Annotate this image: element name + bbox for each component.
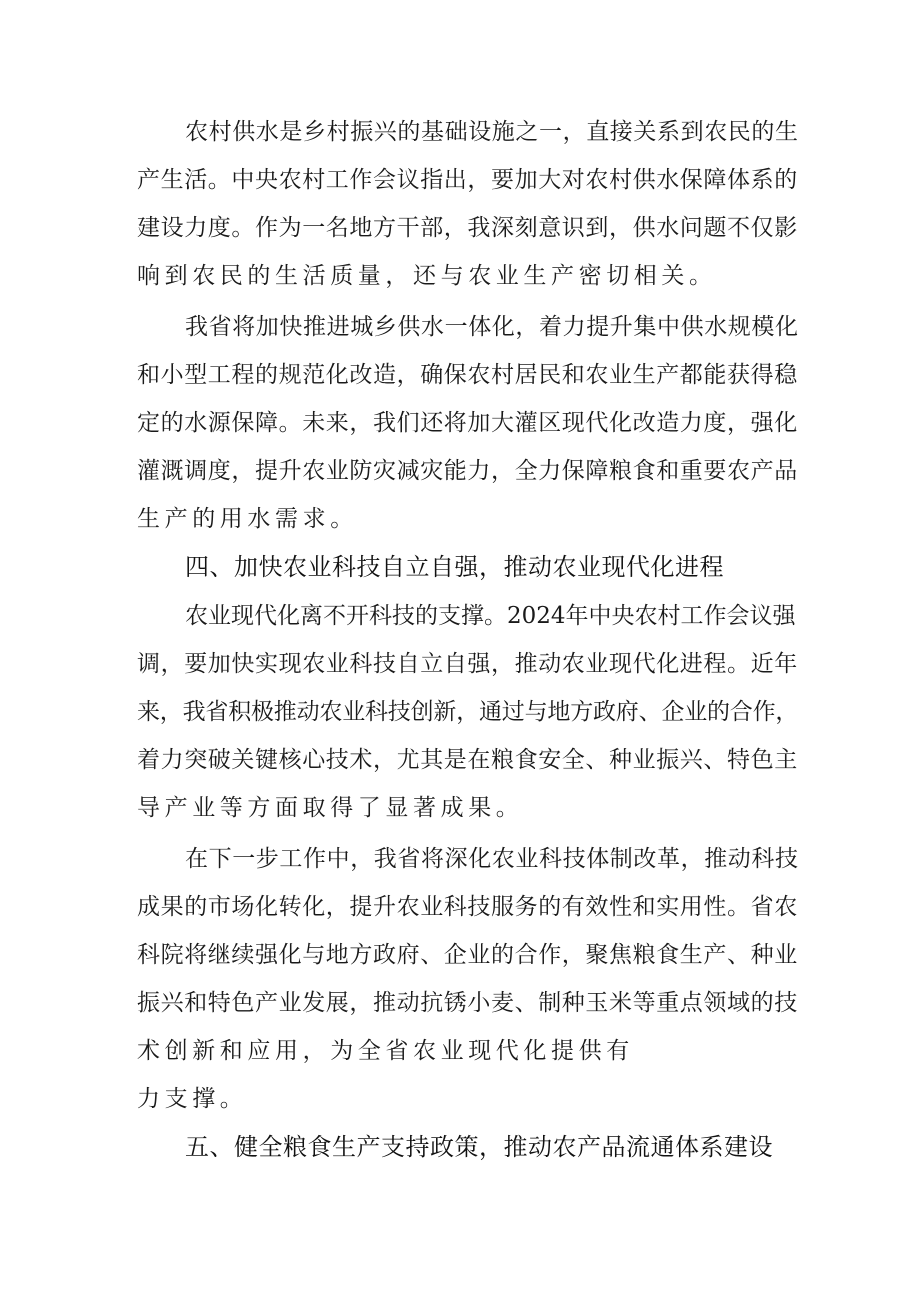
- section-4-paragraph-1-line-1: 农业现代化离不开科技的支撑。2024年中央农村工作会议强: [185, 603, 796, 629]
- section-4-paragraph-1-line-4: 着力突破关键核心技术，尤其是在粮食安全、种业振兴、特色主: [137, 747, 798, 773]
- paragraph-2-line-1: 我省将加快推进城乡供水一体化，着力提升集中供水规模化: [185, 314, 799, 340]
- paragraph-2-line-4: 灌溉调度，提升农业防灾减灾能力，全力保障粮食和重要农产品: [137, 458, 798, 484]
- paragraph-1-line-4: 响到农民的生活质量，还与农业生产密切相关。: [137, 263, 717, 289]
- section-4-heading: 四、加快农业科技自立自强，推动农业现代化进程: [185, 553, 724, 581]
- section-4-paragraph-2-line-3: 科院将继续强化与地方政府、企业的合作，聚焦粮食生产、种业: [137, 942, 798, 968]
- section-4-paragraph-1-line-2: 调，要加快实现农业科技自立自强，推动农业现代化进程。近年: [137, 651, 798, 677]
- paragraph-1-line-3: 建设力度。作为一名地方干部，我深刻意识到，供水问题不仅影: [137, 215, 798, 241]
- section-4-paragraph-1-line-5: 导产业等方面取得了显著成果。: [137, 795, 524, 821]
- section-4-paragraph-2-line-6: 力支撑。: [137, 1086, 248, 1112]
- section-4-paragraph-2-line-2: 成果的市场化转化，提升农业科技服务的有效性和实用性。省农: [137, 894, 798, 920]
- paragraph-2-line-2: 和小型工程的规范化改造，确保农村居民和农业生产都能获得稳: [137, 362, 798, 388]
- section-4-paragraph-1-line-3: 来，我省积极推动农业科技创新，通过与地方政府、企业的合作，: [137, 699, 799, 725]
- section-4-paragraph-2-line-4: 振兴和特色产业发展，推动抗锈小麦、制种玉米等重点领域的技: [137, 990, 798, 1016]
- paragraph-2-line-3: 定的水源保障。未来，我们还将加大灌区现代化改造力度，强化: [137, 410, 798, 436]
- paragraph-2-line-5: 生产的用水需求。: [137, 506, 358, 532]
- section-5-heading: 五、健全粮食生产支持政策，推动农产品流通体系建设: [185, 1133, 773, 1161]
- section-4-paragraph-2-line-5: 术创新和应用，为全省农业现代化提供有: [137, 1038, 634, 1064]
- paragraph-1-line-1: 农村供水是乡村振兴的基础设施之一，直接关系到农民的生: [185, 119, 799, 145]
- section-4-paragraph-2-line-1: 在下一步工作中，我省将深化农业科技体制改革，推动科技: [185, 846, 799, 872]
- paragraph-1-line-2: 产生活。中央农村工作会议指出，要加大对农村供水保障体系的: [137, 167, 798, 193]
